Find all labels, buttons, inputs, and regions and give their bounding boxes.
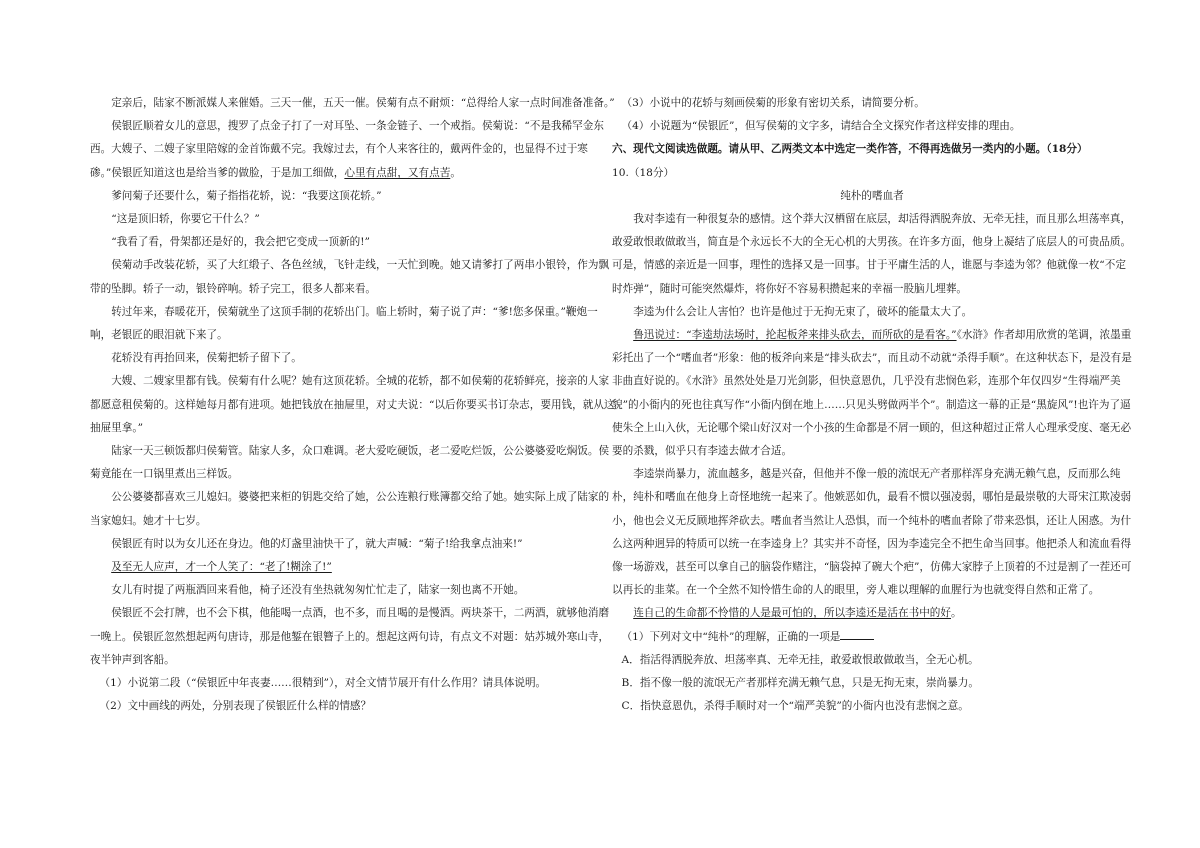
paragraph: 爹问菊子还要什么，菊子指指花轿，说：“我要这顶花轿。”: [111, 189, 382, 202]
paragraph: [612, 602, 1132, 625]
paragraph-text: 《水浒》作者却用欣赏的笔调，浓墨重彩托出了一个“嗜血者”形象：他的板斧向来是“排头砍去”，而且动不动就“杀得手顺”。在这种状态下，是没有是非曲直好说的。《水浒》虽然处处是刀光剑影，但快意恩仇，几乎没有悲悯色彩，连那个年仅四岁“生得端严美貌”的小衙内的死也往真写作“小衙内倒在地上……只见头劈做两半个”。制造这一幕的正是“黑旋风”!也许为了逼使朱仝上山入伙，无论哪个梁山好汉对一个小孩的生命都是不屑一顾的，但这种超过正常人心理承受度、毫无必要的杀戮，似乎只有李逵去做才合适。: [612, 329, 1132, 458]
question-1: （1）小说第二段（“侯银匠中年丧妻……很精到”），对全文情节展开有什么作用？请具体说明。: [99, 677, 547, 690]
underlined-phrase: 连自己的生命都不怜惜的人是最可怕的，所以李逵还是活在书中的好: [633, 607, 951, 620]
right-column: [612, 92, 1132, 718]
paragraph: 定亲后，陆家不断派媒人来催婚。三天一催，五天一催。侯菊有点不耐烦：“总得给人家一点时间准备准备。”: [111, 97, 615, 109]
question-3: （3）小说中的花轿与刻画侯菊的形象有密切关系，请简要分析。: [621, 97, 925, 109]
paragraph: 女儿有时提了两瓶酒回来看他，椅子还没有坐热就匆匆忙忙走了，陆家一刻也离不开她。: [111, 584, 525, 597]
option-a: A．指活得洒脱奔放、坦荡率真、无牵无挂，敢爱敢恨敢做敢当，全无心机。: [621, 653, 979, 666]
paragraph: 我对李逵有一种很复杂的感情。这个莽大汉栖留在底层，却活得洒脱奔放、无牵无挂，而且那么坦荡率真，敢爱敢恨敢做敢当，简直是个永远长不大的全无心机的大男孩。在许多方面，他身上凝结了底层人的可贵品质。可是，情感的亲近是一回事，理性的选择又是一回事。甘于平庸生活的人，谁愿与李逵为邻？他就像一枚“不定时炸弹”，随时可能突然爆炸，将你好不容易积攒起来的幸福一股脑儿埋葬。: [612, 213, 1132, 295]
paragraph: “我看了看，骨架都还是好的，我会把它变成一顶新的!”: [111, 236, 370, 249]
paragraph: [612, 324, 1132, 463]
paragraph: 大嫂、二嫂家里都有钱。侯菊有什么呢？她有这顶花轿。全城的花轿，都不如侯菊的花轿鲜亮，接亲的人家都愿意租侯菊的。这样她每月都有进项。她把钱放在抽屉里，对丈夫说：“以后你要买书订杂志，要用钱，就从这抽屉里拿。”: [90, 375, 615, 434]
paragraph: 公公婆婆都喜欢三儿媳妇。婆婆把来柜的钥匙交给了她，公公连粮行账簿都交给了她。她实际上成了陆家的当家媳妇。她才十七岁。: [90, 491, 610, 527]
underlined-phrase: 及至无人应声，才一个人笑了：“老了!糊涂了!”: [111, 561, 332, 574]
paragraph-text: 。: [951, 607, 962, 620]
sub-question-1: （1）下列对文中“纯朴”的理解，正确的一项是: [612, 626, 1132, 649]
option-b: B．指不像一般的流氓无产者那样充满无赖气息，只是无拘无束，崇尚暴力。: [621, 677, 979, 690]
question-2: （2）文中画线的两处，分别表现了侯银匠什么样的情感？: [99, 700, 372, 713]
paragraph: “这是顶旧轿，你要它干什么？”: [111, 213, 260, 226]
underlined-phrase: 心里有点甜，又有点苦: [344, 166, 451, 179]
paragraph: 李逵为什么会让人害怕？也许是他过于无拘无束了，破坏的能量太大了。: [633, 305, 973, 318]
paragraph: 转过年来，春暖花开，侯菊就坐了这顶手制的花轿出门。临上轿时，菊子说了声：“爹!您多保重。”鞭炮一响，老银匠的眼泪就下来了。: [90, 305, 598, 342]
option-c: C．指快意恩仇，杀得手顺时对一个“端严美貌”的小衙内也没有悲悯之意。: [621, 700, 969, 713]
article-title: 纯朴的嗜血者: [840, 189, 904, 202]
underlined-phrase: 鲁迅说过：“李逵劫法场时，抡起板斧来排头砍去，而所砍的是看客。”: [633, 329, 957, 342]
section-heading: 六、现代文阅读选做题。请从甲、乙两类文本中选定一类作答，不得再选做另一类内的小题。（18分）: [612, 143, 1088, 156]
paragraph-text: 侯银匠顺着女儿的意思，搜罗了点金子打了一对耳坠、一条金链子、一个戒指。侯菊说：“不是我稀罕金东西。大嫂子、二嫂子家里陪嫁的金首饰戴不完。我嫁过去，有个人来客往的，戴两件金的，也显得不过于寒碜。”侯银匠知道这也是给当爹的做脸，于是加工细做，: [90, 120, 604, 179]
left-column: [90, 92, 618, 718]
paragraph: 花轿没有再抬回来，侯菊把轿子留下了。: [111, 352, 302, 365]
answer-blank[interactable]: [840, 627, 874, 640]
paragraph: 侯菊动手改装花轿，买了大红缎子、各色丝绒，飞针走线，一天忙到晚。她又请爹打了两串小银铃，作为飘带的坠脚。轿子一动，银铃碎响。轿子完工，很多人都来看。: [90, 259, 610, 295]
paragraph: 陆家一天三顿饭都归侯菊管。陆家人多，众口难调。老大爱吃硬饭，老二爱吃烂饭，公公婆婆爱吃焖饭。侯菊竟能在一口锅里煮出三样饭。: [90, 445, 610, 481]
question-number: 10.（18分）: [612, 166, 675, 179]
question-4: （4）小说题为“侯银匠”，但写侯菊的文字多，请结合全文探究作者这样安排的理由。: [621, 120, 1021, 133]
paragraph-text: 。: [450, 166, 461, 179]
paragraph: 李逵崇尚暴力，流血越多，越是兴奋，但他并不像一般的流氓无产者那样浑身充满无赖气息，反而那么纯朴，纯朴和嗜血在他身上奇怪地统一起来了。他嫉恶如仇，最看不惯以强凌弱，哪怕是最崇敬的大哥宋江欺凌弱小，他也会义无反顾地挥斧砍去。嗜血者当然让人恐惧，而一个纯朴的嗜血者除了带来恐惧，还让人困惑。为什么这两种迥异的特质可以统一在李逵身上？其实并不奇怪，因为李逵完全不把生命当回事。他把杀人和流血看得像一场游戏，甚至可以拿自己的脑袋作赌注，“脑袋掉了碗大个疤”，仿佛大家脖子上顶着的不过是割了一茬还可以再长的韭菜。在一个全然不知怜惜生命的人的眼里，旁人难以理解的血腥行为也就变得自然和正常了。: [612, 468, 1132, 597]
paragraph: [90, 115, 618, 185]
paragraph: 侯银匠有时以为女儿还在身边。他的灯盏里油快干了，就大声喊：“菊子!给我拿点油来!”: [111, 537, 523, 550]
paragraph: [90, 556, 618, 579]
paragraph: 侯银匠不会打牌，也不会下棋，他能喝一点酒，也不多，而且喝的是慢酒。两块茶干，二两酒，就够他消磨一晚上。侯银匠忽然想起两句唐诗，那是他錾在银簪子上的。想起这两句诗，有点文不对题：姑苏城外寒山寺，夜半钟声到客船。: [90, 607, 610, 666]
